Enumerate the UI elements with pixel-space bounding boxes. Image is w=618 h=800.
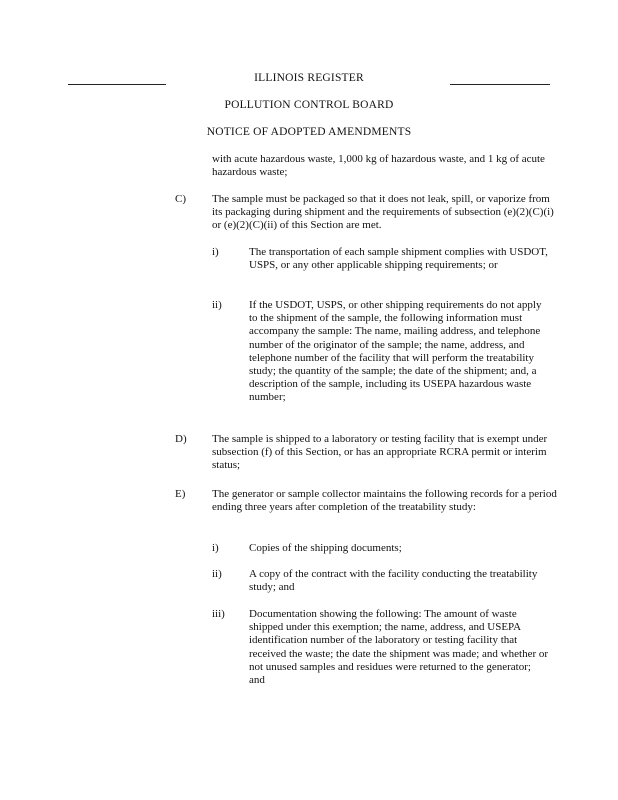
register-title: ILLINOIS REGISTER xyxy=(254,72,364,84)
subitem-text-e-i: Copies of the shipping documents; xyxy=(249,542,402,554)
subitem-label-c-ii: ii) xyxy=(212,299,222,311)
subitem-label-e-ii: ii) xyxy=(212,568,222,580)
item-label-d: D) xyxy=(175,433,187,445)
subitem-label-e-i: i) xyxy=(212,542,219,554)
notice-title: NOTICE OF ADOPTED AMENDMENTS xyxy=(206,126,412,138)
subitem-text-c-ii: If the USDOT, USPS, or other shipping requirements do not apply to the shipment of the sample, the following information must accompany the sample: The name, mailing address, and telephone number of the originator of the sample; the name, address, and telephone number of the facility that will perform the treatability study; the quantity of the sample; the date of the shipment; and, a description of the sample, including its USEPA hazardous waste number; xyxy=(249,299,542,404)
item-text-d: The sample is shipped to a laboratory or testing facility that is exempt under subsection (f) of this Section, or has an appropriate RCRA permit or interim status; xyxy=(212,433,548,472)
subitem-text-c-i: The transportation of each sample shipment complies with USDOT, USPS, or any other applicable shipping requirements; or xyxy=(249,246,548,272)
intro-paragraph: with acute hazardous waste, 1,000 kg of hazardous waste, and 1 kg of acute hazardous waste; xyxy=(212,153,545,179)
item-text-e: The generator or sample collector maintains the following records for a period ending three years after completion of the treatability study: xyxy=(212,488,557,514)
item-text-c: The sample must be packaged so that it does not leak, spill, or vaporize from its packaging during shipment and the requirements of subsection (e)(2)(C)(i) or (e)(2)(C)(ii) of this Section are met. xyxy=(212,193,554,232)
board-title: POLLUTION CONTROL BOARD xyxy=(224,99,394,111)
item-label-e: E) xyxy=(175,488,186,500)
header-rule-right xyxy=(450,84,550,85)
header-rule-left xyxy=(68,84,166,85)
subitem-label-c-i: i) xyxy=(212,246,219,258)
subitem-text-e-iii: Documentation showing the following: The amount of waste shipped under this exemption; the name, address, and USEPA identification number of the laboratory or testing facility that received the waste; the date the shipment was made; and whether or not unused samples and residues were returned to the generator; and xyxy=(249,608,549,687)
subitem-text-e-ii: A copy of the contract with the facility conducting the treatability study; and xyxy=(249,568,538,594)
subitem-label-e-iii: iii) xyxy=(212,608,225,620)
item-label-c: C) xyxy=(175,193,186,205)
